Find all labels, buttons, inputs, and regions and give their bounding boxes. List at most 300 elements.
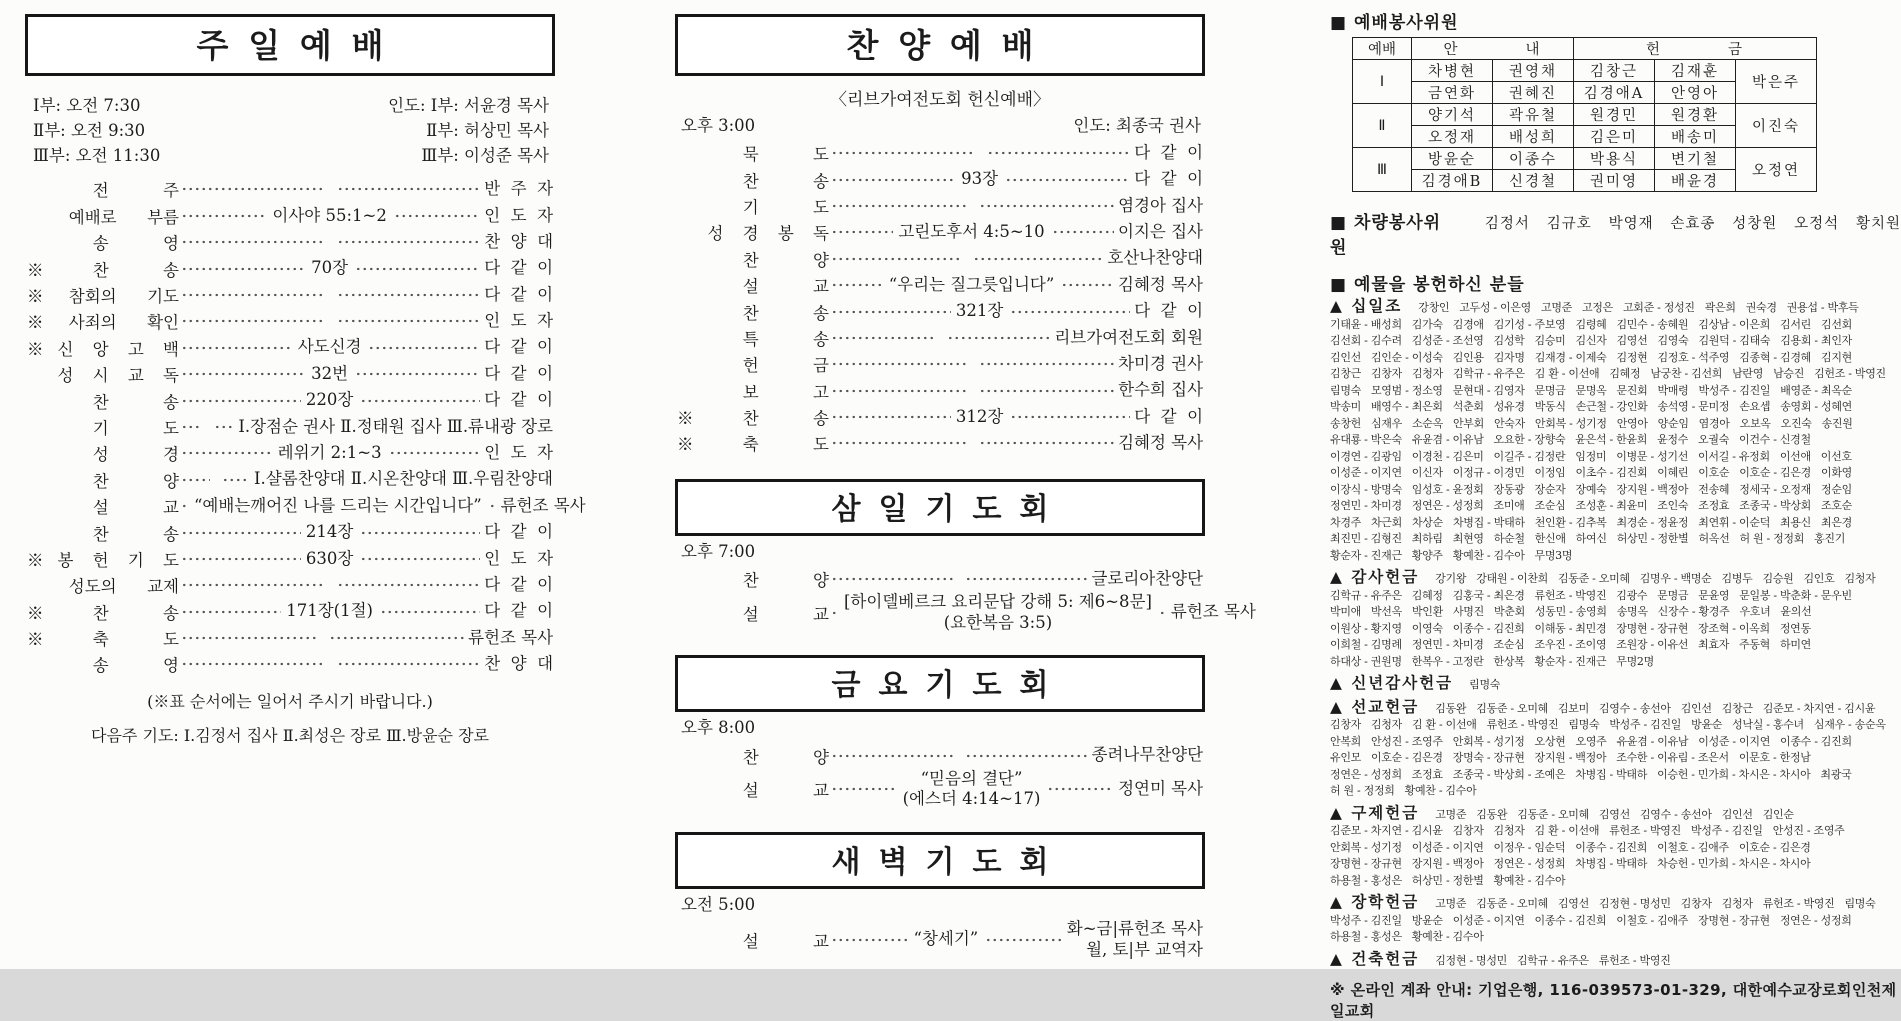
order-row-right: [1114, 433, 1203, 454]
donor-name: 김인순: [1762, 807, 1794, 821]
donor-name: 고두성 - 이은영: [1459, 301, 1531, 314]
order-row-label: ※찬 송: [27, 260, 179, 280]
dotted-leader: [353, 265, 480, 273]
donor-name: 림명숙: [1568, 718, 1600, 731]
order-row-center-subtext: (에스더 4:14~17): [902, 789, 1041, 809]
order-row: [675, 219, 1205, 245]
donor-name: 이장식 - 방명숙: [1330, 482, 1402, 496]
worship-committee-table: [1352, 37, 1817, 192]
order-row: [25, 255, 555, 281]
donor-name: 허 원 - 정정희: [1330, 784, 1395, 797]
donor-name: 김동준 - 오미혜: [1557, 572, 1630, 585]
donor-name: 이철호 - 김애주: [1657, 840, 1729, 854]
donor-name: 윤은석 - 한윤희: [1575, 433, 1648, 446]
dotted-leader: [179, 238, 325, 246]
vehicle-committee-heading: ■ 차량봉사위원: [1330, 213, 1442, 258]
donor-name: 김 환 - 이선애: [1534, 367, 1600, 380]
order-row-right: [480, 258, 553, 279]
donor-name: 정연동: [1779, 621, 1811, 635]
donor-name: 성낙실 - 홍수녀: [1732, 718, 1804, 731]
donor-name: 최은경: [1821, 515, 1852, 529]
donor-name: 장예숙: [1575, 482, 1607, 496]
dotted-leader: [179, 529, 301, 537]
order-row-right: [1103, 248, 1203, 269]
donor-name: 김 환 - 이선애: [1534, 824, 1600, 837]
donor-name: 김동준 - 오미혜: [1476, 701, 1548, 715]
donor-name: 류헌조 - 박영진: [1534, 588, 1607, 602]
dotted-leader: [335, 581, 481, 589]
order-row-label: 성도의 교제: [27, 577, 179, 597]
donor-name: 김혜정: [1609, 367, 1641, 380]
order-row-right: [234, 417, 553, 438]
donor-name: 김청자: [1721, 897, 1753, 910]
donor-name: 류헌조 - 박영진: [1762, 897, 1835, 910]
member-name: 배송미: [1655, 126, 1736, 148]
donor-name: 강기왕: [1435, 572, 1467, 585]
donor-name: 김창근: [1330, 367, 1361, 380]
order-row-right-text: 인 도 자: [484, 443, 553, 463]
next-week-prayer-note: 다음주 기도: Ⅰ.김정서 집사 Ⅱ.최성은 장로 Ⅲ.방윤순 장로: [91, 725, 489, 745]
member-name: 박용식: [1574, 148, 1655, 170]
praise-worship-title: [675, 14, 1205, 76]
donor-name: 김청자: [1493, 824, 1525, 837]
order-row-center-text: 220장: [305, 390, 354, 410]
donor-name: 김학규 - 유주은: [1452, 367, 1525, 380]
donor-name: 한신애: [1534, 532, 1566, 545]
donor-name: 차승헌 - 민가희 - 차시은 - 차시아: [1657, 857, 1811, 870]
donor-name: 장순자: [1534, 482, 1566, 496]
donor-name: 오상현: [1534, 734, 1566, 748]
dotted-leader: [829, 255, 961, 263]
offering-section-tithe: [1330, 299, 1901, 564]
order-row-right: [1114, 275, 1203, 296]
donor-name: 황예찬 - 김수아: [1411, 930, 1484, 943]
donor-name: 이길주 - 김정란: [1493, 449, 1566, 463]
member-name: 배윤경: [1655, 170, 1736, 192]
dotted-leader: [1008, 308, 1130, 316]
donor-name: 이원상 - 황지영: [1330, 621, 1402, 635]
order-row-right: [1114, 779, 1203, 800]
order-row-label: 성 경 봉 독: [677, 224, 829, 244]
donor-name: 조인숙: [1657, 499, 1689, 512]
order-row-label: 설 교: [27, 498, 179, 518]
order-row-right-text: 인 도 자: [484, 311, 554, 331]
member-name: 원경환: [1655, 104, 1736, 126]
donor-name: 하대상 - 권원명: [1330, 654, 1402, 668]
order-row-center-text: “예배는깨어진 나를 드리는 시간입니다”: [194, 495, 482, 515]
dotted-leader: [829, 308, 951, 316]
donor-name: 김영선: [1616, 334, 1648, 347]
order-row-right-text: 류헌조 목사: [468, 627, 554, 647]
donor-name: 김창자: [1370, 367, 1402, 380]
dotted-leader: [1157, 609, 1167, 617]
dotted-leader: [179, 185, 325, 193]
donor-name: 천인환 - 김추복: [1534, 515, 1607, 529]
donor-name: 문명금: [1534, 383, 1566, 397]
order-row-right-text: 다 같 이: [1134, 301, 1204, 321]
dotted-leader: [335, 238, 481, 246]
donor-name: 강태원 - 이찬희: [1476, 572, 1548, 585]
order-row-right-text: 다 같 이: [484, 284, 554, 304]
donor-name: 김성학: [1493, 334, 1525, 347]
order-row-label: 기 도: [27, 418, 179, 438]
order-row: [25, 546, 555, 572]
dotted-leader: [358, 529, 480, 537]
order-row-center: [301, 390, 358, 411]
member-name: 안영아: [1655, 82, 1736, 104]
donor-name: 허상민 - 정한별: [1411, 873, 1484, 887]
donor-name: 송명옥: [1616, 605, 1648, 618]
donor-name: 박매령: [1657, 383, 1689, 397]
order-row-right: [464, 628, 553, 649]
donor-name: 유인모: [1330, 751, 1361, 764]
committee-row: [1353, 148, 1817, 170]
dotted-leader: [1045, 785, 1114, 793]
dotted-leader: [212, 423, 235, 431]
donor-name: 김지현: [1821, 350, 1852, 364]
donor-name: 이철호 - 김애주: [1616, 913, 1689, 927]
donor-name: 김민수 - 송혜원: [1616, 317, 1689, 331]
donor-name: 박동식: [1534, 400, 1566, 413]
order-row: [25, 308, 555, 334]
service-leaders: [388, 94, 549, 168]
order-row-right: [480, 232, 553, 253]
donor-name: 김기성 - 주보영: [1493, 317, 1566, 331]
donor-name: 이정규 - 이경민: [1452, 466, 1525, 479]
order-row: [675, 351, 1205, 377]
donor-name: 곽은희: [1704, 301, 1736, 314]
order-row-right-text: 류헌조 목사: [1170, 602, 1256, 622]
order-row-right-text: 다 같 이: [1134, 169, 1204, 189]
donor-name: 김영숙: [1657, 334, 1689, 347]
donor-name: 장지원 - 백정아: [1534, 751, 1607, 764]
order-row-center: [301, 522, 358, 543]
donor-name: 조성훈 - 최윤미: [1575, 499, 1648, 512]
order-row-right-text: 다 같 이: [484, 363, 554, 383]
order-row-center-text: 171장(1절): [286, 601, 373, 621]
dotted-leader: [829, 575, 953, 583]
service-times: [33, 94, 160, 168]
order-row-right: [1130, 301, 1203, 322]
donor-name: 정연은 - 성정희: [1330, 767, 1402, 781]
donor-name: 장동광: [1493, 482, 1525, 496]
order-row-label: 찬 양: [677, 250, 829, 270]
donor-name: 림명숙: [1844, 897, 1876, 910]
donor-name: 차상순: [1411, 515, 1443, 529]
order-row-right-text: 인 도 자: [484, 205, 554, 225]
donor-name: 방윤순: [1691, 718, 1723, 731]
member-name: 방윤순: [1412, 148, 1493, 170]
donor-name: 박송미: [1330, 400, 1361, 413]
donor-name: 김상남 - 이은희: [1698, 317, 1771, 331]
donor-name: 김승원: [1762, 572, 1794, 585]
dotted-leader: [366, 344, 480, 352]
donor-names: [1435, 949, 1680, 968]
donor-name: 이선애: [1779, 449, 1811, 463]
donor-name: 이해동 - 최민경: [1534, 621, 1607, 635]
dotted-leader: [1003, 176, 1130, 184]
order-row-right-text: 반 주 자: [484, 179, 554, 199]
part-label: Ⅱ: [1353, 104, 1412, 148]
donor-name: 전송혜: [1698, 482, 1730, 496]
order-row-label: ※축 도: [27, 630, 179, 650]
donor-name: 김청자: [1370, 718, 1402, 731]
member-name: 권혜진: [1493, 82, 1574, 104]
vehicle-committee: [1330, 200, 1901, 262]
donor-name: 안복희: [1330, 734, 1361, 748]
order-row-label: 송 영: [27, 234, 179, 254]
order-row-right: [480, 575, 553, 596]
donor-name: 염경아: [1698, 416, 1730, 430]
order-row-center-text: [하이델베르크 요리문답 강해 5: 제6~8문]: [844, 592, 1152, 612]
dotted-leader: [1050, 228, 1114, 236]
offering-section-relief: [1330, 803, 1901, 890]
order-row-right-text: 김혜정 목사: [1118, 433, 1204, 453]
donor-name: 김 환 - 이선애: [1411, 718, 1477, 731]
worship-committee-heading: ■ 예배봉사위원: [1330, 13, 1459, 33]
donor-name: 이신자: [1411, 466, 1443, 479]
member-name: 김창근: [1574, 60, 1655, 82]
donor-name: 허옥선: [1698, 532, 1730, 545]
order-row-right-text: 염경아 집사: [1118, 195, 1204, 215]
order-row: [25, 176, 555, 202]
dotted-leader: [977, 439, 1115, 447]
donor-name: 심재우: [1370, 416, 1402, 430]
donor-name: 김영선: [1557, 897, 1589, 910]
donor-name: 양순임: [1657, 416, 1689, 430]
dotted-leader: [179, 660, 325, 668]
offering-section-building: [1330, 949, 1901, 970]
donor-name: 윤의선: [1780, 605, 1812, 618]
donor-name: 황예찬 - 김수아: [1452, 548, 1525, 562]
donor-name: 이성준 - 이지연: [1411, 840, 1484, 854]
member-name: 오정재: [1412, 126, 1493, 148]
donor-name: 정연은 - 성정희: [1411, 499, 1484, 512]
order-row: [675, 246, 1205, 272]
order-row-right-text: 류헌조 목사: [500, 495, 586, 515]
dotted-leader: [179, 634, 317, 642]
order-row-right-text: 한수희 집사: [1118, 380, 1204, 400]
service-time-line: Ⅱ부: 오전 9:30: [33, 120, 146, 140]
donor-name: 김청자: [1844, 572, 1876, 585]
donor-name: 송창헌: [1330, 416, 1361, 430]
order-row-label: 찬 송: [677, 303, 829, 323]
donor-name: 이영숙: [1411, 621, 1443, 635]
order-row-right: [1063, 919, 1203, 960]
donor-name: 한복우 - 고정란: [1411, 654, 1484, 668]
donor-name: 홍진기: [1814, 532, 1846, 545]
friday-prayer-title-text: 금요기도회: [831, 668, 1067, 704]
offering-section-mission: [1330, 697, 1901, 800]
donor-name: 조수한 - 이유림 - 조은서: [1616, 751, 1729, 764]
order-row-label: 예배로 부름: [27, 207, 179, 227]
donor-name: 조순심: [1534, 499, 1566, 512]
donor-name: 김승미: [1534, 334, 1566, 347]
order-row-right-text: Ⅰ.장점순 권사 Ⅱ.정태원 집사 Ⅲ.류내광 장로: [238, 416, 554, 436]
donor-name: 이건수 - 신경철: [1739, 433, 1811, 446]
order-row-center-text: 이사야 55:1~2: [272, 205, 387, 225]
donor-name: 소순옥: [1411, 416, 1443, 430]
donor-name: 김광수: [1616, 588, 1648, 602]
dotted-leader: [971, 255, 1103, 263]
donor-name: 송석영 - 문미정: [1657, 400, 1730, 413]
order-row-label: 찬 양: [27, 471, 179, 491]
donor-name: 김영선: [1598, 807, 1630, 821]
order-row-label: ※참회의 기도: [27, 287, 179, 306]
donor-name: 장지원 - 백정아: [1616, 482, 1689, 496]
order-row-right: [1114, 222, 1203, 243]
order-row-right-text: 다 같 이: [1134, 142, 1204, 162]
donor-name: 정연은 - 성정희: [1779, 913, 1852, 927]
member-name: 김은미: [1574, 126, 1655, 148]
order-row-center: [951, 407, 1008, 428]
donor-name: 김창자: [1680, 897, 1712, 910]
service-leader-line: Ⅱ부: 허상민 목사: [426, 120, 549, 140]
dotted-leader: [829, 387, 967, 395]
sunday-order-list: [25, 176, 586, 677]
donor-name: 임정미: [1575, 449, 1607, 463]
member-name: 양기석: [1412, 104, 1493, 126]
donor-name: 고회준 - 정성진: [1622, 301, 1695, 314]
order-row-right: [1087, 569, 1203, 590]
order-row-center: [189, 496, 487, 517]
order-row-right-text: 글로리아찬양단: [1091, 568, 1204, 588]
donor-name: 김창자: [1452, 824, 1484, 837]
donor-name: 김인선: [1330, 350, 1361, 364]
order-row-right: [480, 549, 553, 570]
donor-name: 이혜린: [1657, 466, 1689, 479]
wednesday-prayer-title-text: 삼일기도회: [831, 491, 1067, 527]
dotted-leader: [179, 370, 306, 378]
donor-name: 송영회 - 성혜연: [1780, 400, 1852, 413]
donor-name: 임성호 - 윤정회: [1411, 482, 1484, 496]
donor-name: 고명준: [1541, 301, 1572, 314]
order-row: [25, 625, 555, 651]
member-name: 변기철: [1655, 148, 1736, 170]
dotted-leader: [220, 476, 251, 484]
order-row-right-text: 호산나찬양대: [1107, 248, 1204, 268]
order-row-right: [480, 311, 553, 332]
donor-name: 강창인: [1418, 301, 1450, 314]
donor-name: 이종수 - 김진희: [1452, 621, 1525, 635]
order-row-label: 설 교: [677, 781, 829, 801]
donor-name: 남승진: [1773, 367, 1805, 380]
dotted-leader: [829, 936, 909, 944]
order-row-center: [898, 769, 1046, 810]
donor-name: 이호순 - 김은경: [1739, 466, 1811, 479]
donor-name: 정연민 - 차미경: [1411, 638, 1484, 651]
order-row: [25, 493, 586, 519]
order-row-center: [306, 258, 353, 279]
part-label: Ⅰ: [1353, 60, 1412, 104]
order-row: [675, 919, 1205, 960]
donor-name: 고명준: [1435, 897, 1467, 910]
donor-name: 신장수 - 황경주: [1657, 605, 1730, 618]
order-row-right: [480, 522, 553, 543]
dotted-leader: [829, 413, 951, 421]
member-name: 곽유철: [1493, 104, 1574, 126]
donor-name: 김동완: [1476, 807, 1508, 821]
order-row-right-text: 정연미 목사: [1118, 779, 1204, 799]
donor-name: 조정효: [1411, 767, 1443, 781]
order-row: [25, 572, 555, 598]
dotted-leader: [378, 608, 480, 616]
donor-name: 하미연: [1780, 638, 1811, 651]
donor-name: 최진민 - 김형진: [1330, 532, 1402, 545]
member-name: 신경철: [1493, 170, 1574, 192]
donor-name: 장명현 - 장규현: [1698, 913, 1770, 927]
order-row-label: 헌 금: [677, 356, 829, 376]
order-row-right: [480, 390, 553, 411]
order-row: [25, 361, 555, 387]
dotted-leader: [977, 387, 1115, 395]
order-row-center: [884, 275, 1060, 296]
donor-name: 김자명: [1493, 350, 1525, 364]
donor-name: 손요셉: [1739, 400, 1771, 413]
donor-name: 김영수 - 송선아: [1598, 701, 1671, 715]
order-row-right-text: 다 같 이: [484, 337, 553, 357]
donor-name: 황예찬 - 김수아: [1493, 873, 1566, 887]
dotted-leader: [179, 317, 325, 325]
donor-name: 이정우 - 임순덕: [1493, 840, 1566, 854]
donor-name: 박성주 - 김진일: [1609, 718, 1682, 731]
donor-name: 오영주: [1575, 734, 1607, 748]
order-row-center: [273, 443, 387, 464]
sunday-worship-title: [25, 14, 555, 76]
order-row-right: [1087, 745, 1203, 766]
donor-name: 김학규 - 유주은: [1330, 588, 1402, 602]
donor-name: 김서린: [1780, 317, 1811, 331]
donor-name: 김병두: [1721, 572, 1753, 585]
donor-name: 차병집 - 박태하: [1575, 767, 1648, 781]
order-row-center-text: 214장: [305, 522, 354, 542]
dotted-leader: [335, 185, 481, 193]
dotted-leader: [977, 360, 1115, 368]
donor-name: 황순자 - 진재근: [1330, 548, 1402, 562]
order-row-center: [306, 364, 353, 385]
wednesday-time: 오후 7:00: [681, 541, 756, 561]
donor-name: 김인선: [1680, 701, 1712, 715]
donor-name: 정세국 - 오정재: [1739, 482, 1811, 496]
order-row-right: [1050, 328, 1203, 349]
donor-name: 김영수 - 송선아: [1639, 807, 1712, 821]
dotted-leader: [829, 785, 898, 793]
member-name: 이진숙: [1736, 104, 1817, 148]
friday-time: 오후 8:00: [681, 718, 756, 738]
dawn-prayer-title: [675, 832, 1205, 889]
donor-name: 장명숙 - 장규현: [1452, 751, 1525, 764]
col-guide: 안 내: [1412, 38, 1574, 60]
member-name: 김경애B: [1412, 170, 1493, 192]
donor-name: 박성주 - 김진일: [1690, 824, 1763, 837]
order-row-label: 설 교: [677, 604, 829, 624]
order-row-right-text: 찬 양 대: [484, 654, 554, 674]
order-row-right-text: 종려나무찬양단: [1091, 745, 1204, 765]
donor-name: 이화영: [1821, 466, 1852, 479]
friday-prayer-section: [675, 655, 1205, 810]
order-row-right-text: Ⅰ.샬롬찬양대 Ⅱ.시온찬양대 Ⅲ.우림찬양대: [254, 469, 553, 489]
order-row-label: 특 송: [677, 329, 829, 349]
donor-name: 김준모 - 차지연 - 김시윤: [1330, 824, 1443, 837]
offering-section-label: ▲ 건축헌금: [1330, 949, 1420, 968]
donor-name: 오요한 - 장향숙: [1493, 433, 1566, 446]
order-row: [675, 404, 1205, 430]
order-row-right: [1114, 196, 1203, 217]
donor-name: 김청자: [1411, 367, 1443, 380]
donor-name: 황순자 - 진재근: [1534, 654, 1607, 668]
donor-name: 문명옥: [1575, 383, 1607, 397]
dotted-leader: [179, 344, 293, 352]
